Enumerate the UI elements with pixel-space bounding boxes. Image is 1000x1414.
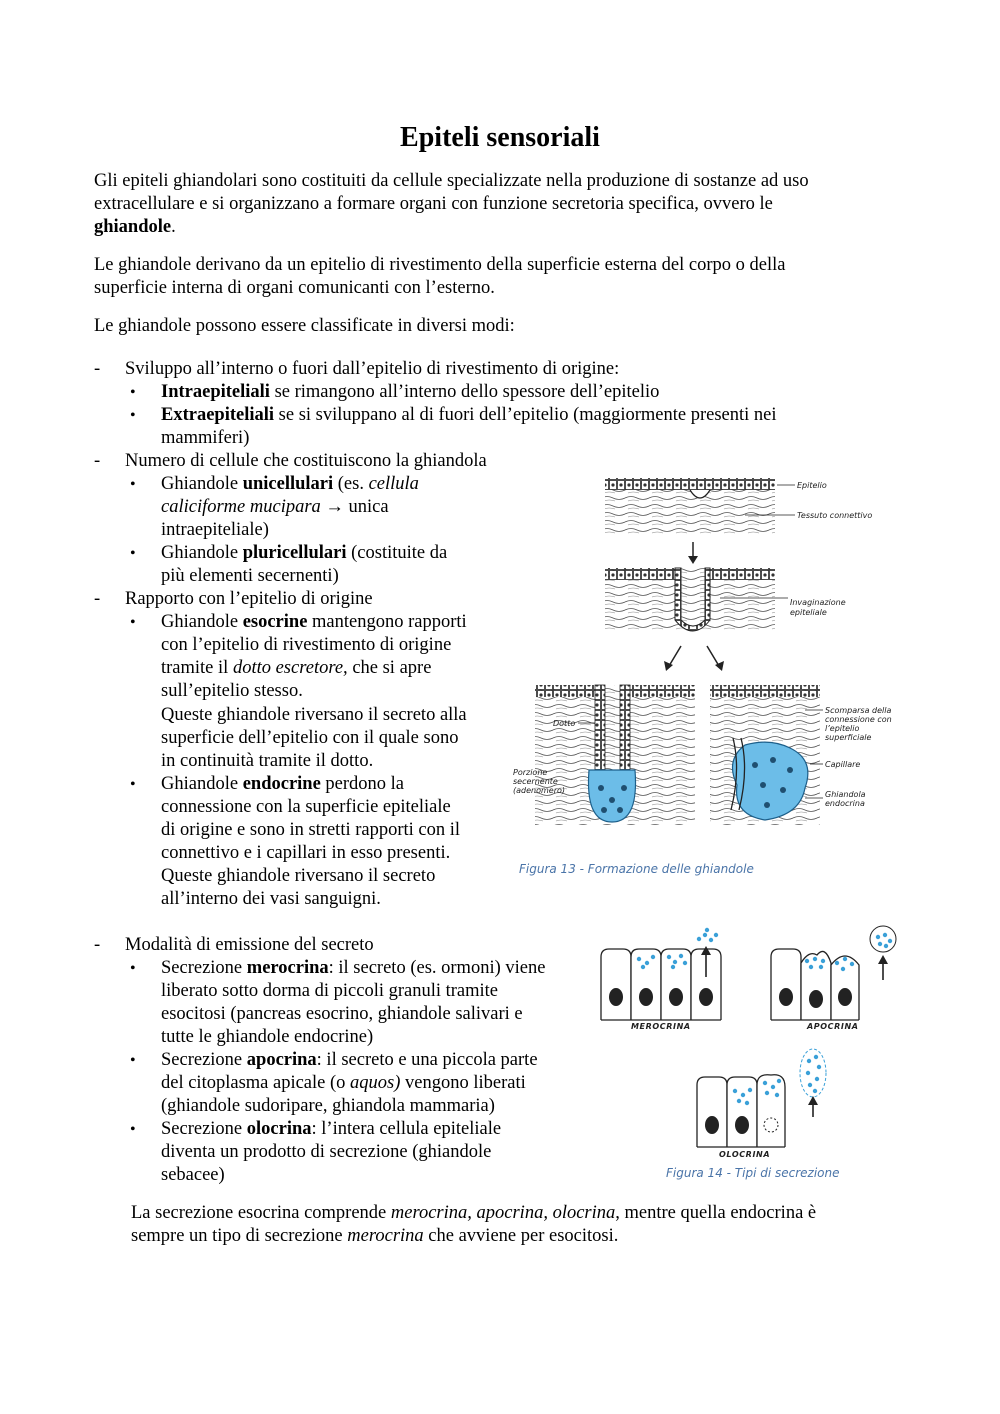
dash-marker: - (94, 935, 101, 955)
intro-p1-line2: extracellulare e si organizzano a formare organi con funzione secretoria specifica, ovvero le (94, 194, 773, 214)
closing-line1: La secrezione esocrina comprende merocrina, apocrina, olocrina, mentre quella endocrina è (131, 1203, 817, 1223)
label-ghiandola: Ghiandola (825, 790, 866, 799)
stage3-endocrine-gland (710, 685, 892, 825)
label-tessuto-connettivo: Tessuto connettivo (797, 511, 873, 520)
label-secernente: secernente (513, 777, 558, 786)
label-superficiale: superficiale (825, 733, 872, 742)
section4-heading: Modalità di emissione del secreto (125, 935, 374, 955)
label-merocrina: MEROCRINA (631, 1022, 691, 1031)
label-apocrina: APOCRINA (807, 1022, 859, 1031)
bullet-marker: • (130, 614, 136, 631)
label-lepitelio: l’epitelio (825, 724, 860, 733)
figure14-secretion-types (595, 925, 915, 1165)
section4-bullet2: Secrezione apocrina: il secreto e una piccola parte (161, 1050, 538, 1070)
section4-bullet3-line2: diventa un prodotto di secrezione (ghiandole (161, 1142, 492, 1162)
section1-heading: Sviluppo all’interno o fuori dall’epitelio di rivestimento di origine: (125, 359, 620, 379)
section3-bullet1-extra2: superficie dell’epitelio con il quale sono (161, 728, 459, 748)
section3-bullet1-line4: sull’epitelio stesso. (161, 681, 303, 701)
section2-bullet1-line2: caliciforme mucipara → unica (161, 497, 389, 517)
section2-heading: Numero di cellule che costituiscono la ghiandola (125, 451, 487, 471)
arrow-down-icon (688, 542, 698, 564)
keyword-ghiandole: ghiandole (94, 217, 172, 237)
label-epitelio: Epitelio (797, 481, 827, 490)
label-capillare: Capillare (825, 760, 861, 769)
section2-bullet1: Ghiandole unicellulari (es. cellula (161, 474, 419, 494)
label-connessione: connessione con (825, 715, 892, 724)
figure13-gland-formation (505, 470, 905, 835)
section4-bullet1-line3: esocitosi (pancreas esocrino, ghiandole salivari e (161, 1004, 523, 1024)
section3-bullet2-line2: connessione con la superficie epiteliale (161, 797, 451, 817)
label-adenomero: (adenomero) (513, 786, 566, 795)
arrow-split-icon (664, 646, 724, 671)
bullet-marker: • (130, 384, 136, 401)
section2-bullet2-line2: più elementi secernenti) (161, 566, 339, 586)
bullet-marker: • (130, 776, 136, 793)
page-title: Epiteli sensoriali (400, 122, 600, 153)
section3-bullet1-extra3: in continuità tramite il dotto. (161, 751, 374, 771)
intro-p3: Le ghiandole possono essere classificate in diversi modi: (94, 316, 515, 336)
intro-p2-line2: superficie interna di organi comunicanti con l’esterno. (94, 278, 495, 298)
section2-bullet2: Ghiandole pluricellulari (costituite da (161, 543, 448, 563)
bullet-marker: • (130, 960, 136, 977)
label-olocrina: OLOCRINA (719, 1150, 771, 1159)
label-dotto: Dotto (553, 719, 576, 728)
section3-bullet1-line3: tramite il dotto escretore, che si apre (161, 658, 432, 678)
section2-bullet1-line3: intraepiteliale) (161, 520, 269, 540)
label-invaginazione: Invaginazione (790, 598, 846, 607)
bullet-marker: • (130, 476, 136, 493)
section3-bullet1-line2: con l’epitelio di rivestimento di origine (161, 635, 452, 655)
holocrine-cells (697, 1049, 826, 1159)
intro-p1-line1: Gli epiteli ghiandolari sono costituiti da cellule specializzate nella produzione di sostanze ad uso (94, 171, 809, 191)
section3-heading: Rapporto con l’epitelio di origine (125, 589, 373, 609)
section4-bullet2-line3: (ghiandole sudoripare, ghiandola mammaria) (161, 1096, 495, 1116)
bullet-marker: • (130, 407, 136, 424)
section1-bullet1: Intraepiteliali se rimangono all’interno dello spessore dell’epitelio (161, 382, 660, 402)
bullet-marker: • (130, 1121, 136, 1138)
section4-bullet3-line3: sebacee) (161, 1165, 225, 1185)
label-scomparsa: Scomparsa della (825, 706, 892, 715)
section3-bullet1: Ghiandole esocrine mantengono rapporti (161, 612, 467, 632)
section3-bullet2-line3: di origine e sono in stretti rapporti con il (161, 820, 461, 840)
bullet-marker: • (130, 1052, 136, 1069)
section4-bullet1-line2: liberato sotto dorma di piccoli granuli tramite (161, 981, 499, 1001)
label-epiteliale: epiteliale (790, 608, 827, 617)
stage1-flat-epithelium (605, 478, 872, 536)
figure14-caption: Figura 14 - Tipi di secrezione (666, 1166, 840, 1180)
merocrine-cells (601, 928, 721, 1031)
bullet-marker: • (130, 545, 136, 562)
section4-bullet2-line2: del citoplasma apicale (o aquos) vengono liberati (161, 1073, 526, 1093)
section3-bullet1-extra1: Queste ghiandole riversano il secreto alla (161, 705, 467, 725)
section3-bullet2: Ghiandole endocrine perdono la (161, 774, 405, 794)
section3-bullet2-line6: all’interno dei vasi sanguigni. (161, 889, 381, 909)
intro-p2-line1: Le ghiandole derivano da un epitelio di rivestimento della superficie esterna del corpo o della (94, 255, 786, 275)
closing-line2: sempre un tipo di secrezione merocrina che avviene per esocitosi. (131, 1226, 619, 1246)
apocrine-cells (771, 926, 896, 1031)
section1-bullet2-line2: mammiferi) (161, 428, 250, 448)
section1-bullet2: Extraepiteliali se si sviluppano al di fuori dell’epitelio (maggiormente presenti nei (161, 405, 777, 425)
label-endocrina: endocrina (825, 799, 865, 808)
stage3-exocrine-gland (513, 685, 695, 825)
intro-p1-line3: ghiandole. (94, 217, 176, 237)
figure13-caption: Figura 13 - Formazione delle ghiandole (519, 862, 754, 876)
dash-marker: - (94, 589, 101, 609)
stage2-invagination (605, 568, 846, 631)
section4-bullet1-line4: tutte le ghiandole endocrine) (161, 1027, 374, 1047)
section4-bullet3: Secrezione olocrina: l’intera cellula epiteliale (161, 1119, 502, 1139)
dash-marker: - (94, 359, 101, 379)
section3-bullet2-line4: connettivo e i capillari in esso presenti. (161, 843, 451, 863)
dash-marker: - (94, 451, 101, 471)
section3-bullet2-line5: Queste ghiandole riversano il secreto (161, 866, 436, 886)
label-porzione: Porzione (513, 768, 548, 777)
section4-bullet1: Secrezione merocrina: il secreto (es. ormoni) viene (161, 958, 546, 978)
